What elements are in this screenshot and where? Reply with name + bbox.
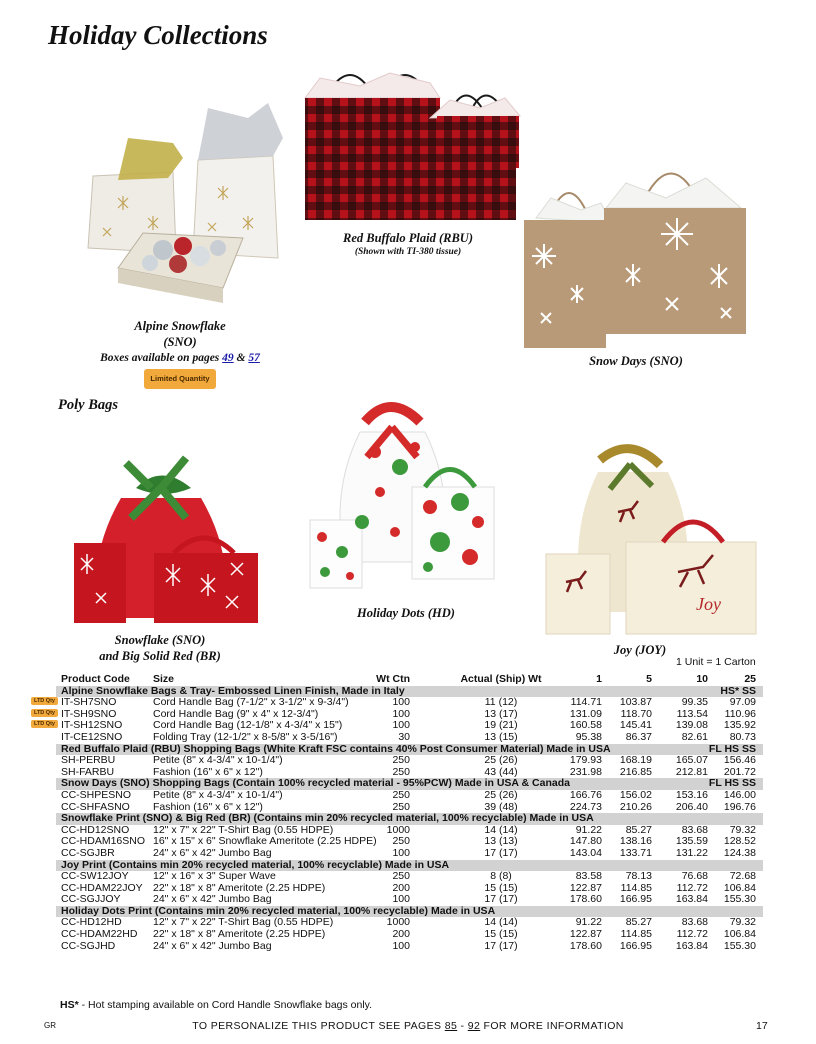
cell-price-25: 72.68 bbox=[729, 870, 756, 883]
cell-ship-wt: 15 (15) bbox=[484, 881, 518, 894]
cell-ship-wt: 15 (15) bbox=[484, 928, 518, 941]
header-qty-5: 5 bbox=[646, 673, 652, 685]
cell-ship-wt: 13 (17) bbox=[484, 707, 518, 720]
cell-ship-wt: 8 (8) bbox=[490, 870, 512, 883]
cell-price-10: 153.16 bbox=[675, 788, 708, 801]
cell-size: Fashion (16" x 6" x 12") bbox=[153, 765, 263, 778]
cell-price-5: 86.37 bbox=[625, 730, 652, 743]
limited-quantity-badge: Limited Quantity bbox=[144, 369, 215, 389]
cell-price-1: 147.80 bbox=[569, 835, 602, 848]
cell-product-code: SH-FARBU bbox=[61, 765, 115, 778]
cell-price-5: 118.70 bbox=[620, 707, 652, 720]
cell-wt-ctn: 250 bbox=[392, 800, 410, 813]
buffalo-name: Red Buffalo Plaid (RBU) bbox=[343, 231, 473, 245]
cell-price-10: 163.84 bbox=[675, 939, 708, 952]
cell-price-25: 106.84 bbox=[723, 928, 756, 941]
cell-ship-wt: 43 (44) bbox=[484, 765, 518, 778]
cell-wt-ctn: 100 bbox=[392, 893, 410, 906]
cell-wt-ctn: 100 bbox=[392, 719, 410, 732]
ltd-qty-badge: LTD Qty bbox=[31, 697, 58, 705]
joy-bag-lettering: Joy bbox=[696, 594, 721, 614]
cell-wt-ctn: 100 bbox=[392, 939, 410, 952]
cell-price-10: 135.59 bbox=[675, 835, 708, 848]
cell-size: 12" x 7" x 22" T-Shirt Bag (0.55 HDPE) bbox=[153, 823, 334, 836]
table-row bbox=[56, 941, 763, 953]
cell-product-code: CC-HD12SNO bbox=[61, 823, 130, 836]
cell-wt-ctn: 200 bbox=[392, 928, 410, 941]
cell-price-10: 76.68 bbox=[681, 870, 708, 883]
cell-size: Petite (8" x 4-3/4" x 10-1/4") bbox=[153, 754, 283, 767]
cell-wt-ctn: 250 bbox=[392, 835, 410, 848]
snowflake-poly-line2: and Big Solid Red (BR) bbox=[99, 649, 221, 663]
cell-price-5: 210.26 bbox=[619, 800, 652, 813]
section-flags: HS* SS bbox=[720, 684, 756, 697]
cell-price-1: 178.60 bbox=[569, 893, 602, 906]
cell-wt-ctn: 30 bbox=[398, 730, 410, 743]
cell-price-1: 179.93 bbox=[569, 754, 602, 767]
section-title: Snow Days (SNO) Shopping Bags (Contain 100% recycled material - 95%PCW) Made in USA & Canada bbox=[61, 777, 570, 790]
cell-product-code: CC-SHPESNO bbox=[61, 788, 132, 801]
cell-price-1: 122.87 bbox=[569, 928, 602, 941]
cell-price-1: 122.87 bbox=[569, 881, 602, 894]
holiday-dots-caption bbox=[336, 605, 476, 621]
cell-price-10: 163.84 bbox=[675, 893, 708, 906]
ltd-qty-badge: LTD Qty bbox=[31, 720, 58, 728]
cell-ship-wt: 14 (14) bbox=[484, 916, 518, 929]
cell-price-25: 106.84 bbox=[723, 881, 756, 894]
page-title: Holiday Collections bbox=[48, 20, 268, 50]
cell-price-5: 138.16 bbox=[619, 835, 652, 848]
table-section-row bbox=[56, 813, 763, 825]
page-number: 17 bbox=[756, 1020, 768, 1032]
cell-wt-ctn: 100 bbox=[392, 707, 410, 720]
cell-size: Folding Tray (12-1/2" x 8-5/8" x 3-5/16") bbox=[153, 730, 338, 743]
cell-price-25: 80.73 bbox=[729, 730, 756, 743]
footnote bbox=[60, 999, 372, 1011]
cell-size: Petite (8" x 4-3/4" x 10-1/4") bbox=[153, 788, 283, 801]
alpine-page-link-a[interactable]: 49 bbox=[222, 352, 234, 364]
alpine-boxes-prefix: Boxes available on pages bbox=[100, 352, 220, 364]
cell-price-10: 131.22 bbox=[675, 846, 708, 859]
cell-price-5: 103.87 bbox=[619, 696, 652, 709]
cell-price-25: 201.72 bbox=[723, 765, 756, 778]
cell-price-1: 95.38 bbox=[575, 730, 602, 743]
cell-product-code: CC-SGJHD bbox=[61, 939, 116, 952]
cell-wt-ctn: 250 bbox=[392, 754, 410, 767]
cell-product-code: CC-HDAM22JOY bbox=[61, 881, 143, 894]
cell-price-5: 166.95 bbox=[619, 893, 652, 906]
cell-wt-ctn: 1000 bbox=[386, 823, 410, 836]
cell-product-code: CC-HDAM16SNO bbox=[61, 835, 146, 848]
snow-days-caption bbox=[576, 353, 696, 369]
footer-code: GR bbox=[44, 1021, 56, 1030]
table-header-row bbox=[56, 674, 763, 686]
section-title: Holiday Dots Print (Contains min 20% recycled material, 100% recyclable) Made in USA bbox=[61, 904, 496, 917]
poly-bags-heading: Poly Bags bbox=[58, 397, 119, 413]
cell-price-10: 212.81 bbox=[675, 765, 708, 778]
cell-price-1: 91.22 bbox=[575, 823, 602, 836]
snow-days-name: Snow Days (SNO) bbox=[589, 354, 683, 368]
alpine-amp: & bbox=[236, 352, 246, 364]
alpine-page-link-b[interactable]: 57 bbox=[248, 352, 260, 364]
cell-product-code: CC-SGJJOY bbox=[61, 893, 121, 906]
cell-product-code: CC-SHFASNO bbox=[61, 800, 130, 813]
section-title: Snowflake Print (SNO) & Big Red (BR) (Contains min 20% recycled material, 100% recyclable) Made in USA bbox=[61, 812, 594, 825]
cell-price-10: 82.61 bbox=[681, 730, 708, 743]
cell-price-25: 155.30 bbox=[723, 939, 756, 952]
buffalo-plaid-photo bbox=[300, 58, 525, 226]
unit-note: 1 Unit = 1 Carton bbox=[676, 656, 756, 668]
header-qty-1: 1 bbox=[596, 673, 602, 685]
cell-price-25: 128.52 bbox=[723, 835, 756, 848]
cell-price-10: 165.07 bbox=[675, 754, 708, 767]
cell-price-25: 156.46 bbox=[723, 754, 756, 767]
cell-wt-ctn: 250 bbox=[392, 788, 410, 801]
cell-price-10: 99.35 bbox=[681, 696, 708, 709]
cell-ship-wt: 39 (48) bbox=[484, 800, 518, 813]
section-flags: FL HS SS bbox=[708, 742, 756, 755]
cell-price-25: 110.96 bbox=[724, 707, 756, 720]
joy-photo bbox=[538, 432, 764, 640]
cell-price-5: 85.27 bbox=[625, 823, 652, 836]
cell-price-10: 139.08 bbox=[675, 719, 708, 732]
alpine-caption bbox=[80, 318, 280, 389]
joy-name: Joy (JOY) bbox=[613, 643, 667, 657]
table-row bbox=[56, 871, 763, 883]
cell-price-5: 145.41 bbox=[619, 719, 652, 732]
cell-ship-wt: 13 (15) bbox=[484, 730, 518, 743]
table-row bbox=[56, 790, 763, 802]
cell-wt-ctn: 250 bbox=[392, 870, 410, 883]
alpine-boxes-note bbox=[80, 350, 280, 366]
cell-wt-ctn: 1000 bbox=[386, 916, 410, 929]
cell-ship-wt: 11 (12) bbox=[484, 696, 518, 709]
footer-text-before: TO PERSONALIZE THIS PRODUCT SEE PAGES bbox=[192, 1020, 445, 1032]
table-row bbox=[56, 755, 763, 767]
cell-price-1: 160.58 bbox=[569, 719, 602, 732]
snowflake-poly-photo bbox=[66, 428, 264, 630]
holiday-dots-photo bbox=[300, 392, 500, 594]
cell-ship-wt: 14 (14) bbox=[484, 823, 518, 836]
cell-size: 24" x 6" x 42" Jumbo Bag bbox=[153, 939, 272, 952]
cell-price-5: 114.85 bbox=[620, 928, 652, 941]
cell-price-5: 133.71 bbox=[619, 846, 652, 859]
header-ship-wt: Actual (Ship) Wt bbox=[460, 673, 542, 685]
cell-price-1: 131.09 bbox=[569, 707, 602, 720]
cell-price-1: 178.60 bbox=[569, 939, 602, 952]
header-qty-25: 25 bbox=[744, 673, 756, 685]
page-footer bbox=[0, 1020, 816, 1034]
cell-price-5: 166.95 bbox=[619, 939, 652, 952]
header-wt-ctn: Wt Ctn bbox=[376, 673, 410, 685]
section-title: Alpine Snowflake Bags & Tray- Embossed Linen Finish, Made in Italy bbox=[61, 684, 405, 697]
cell-ship-wt: 25 (26) bbox=[484, 754, 518, 767]
cell-wt-ctn: 100 bbox=[392, 696, 410, 709]
cell-size: 22" x 18" x 8" Ameritote (2.25 HDPE) bbox=[153, 881, 326, 894]
holiday-dots-name: Holiday Dots (HD) bbox=[357, 606, 455, 620]
alpine-code: (SNO) bbox=[163, 335, 197, 349]
header-size: Size bbox=[153, 673, 175, 685]
section-title: Joy Print (Contains min 20% recycled material, 100% recyclable) Made in USA bbox=[61, 858, 450, 871]
cell-size: Cord Handle Bag (12-1/8" x 4-3/4" x 15") bbox=[153, 719, 343, 732]
buffalo-tissue-note: (Shown with TI-380 tissue) bbox=[354, 247, 462, 257]
section-flags: FL HS SS bbox=[708, 777, 756, 790]
cell-price-5: 85.27 bbox=[625, 916, 652, 929]
header-product-code: Product Code bbox=[61, 673, 130, 685]
cell-price-25: 196.76 bbox=[723, 800, 756, 813]
cell-product-code: IT-SH9SNO bbox=[61, 707, 117, 720]
cell-price-1: 91.22 bbox=[575, 916, 602, 929]
cell-product-code: CC-HD12HD bbox=[61, 916, 122, 929]
cell-ship-wt: 17 (17) bbox=[484, 846, 518, 859]
cell-price-5: 78.13 bbox=[625, 870, 652, 883]
cell-price-25: 79.32 bbox=[729, 823, 756, 836]
footer-personalize-note bbox=[0, 1020, 816, 1032]
footnote-mark: HS* bbox=[60, 999, 79, 1011]
cell-price-10: 206.40 bbox=[675, 800, 708, 813]
cell-size: Cord Handle Bag (9" x 4" x 12-3/4") bbox=[153, 707, 319, 720]
cell-product-code: IT-CE12SNO bbox=[61, 730, 123, 743]
cell-price-10: 112.72 bbox=[676, 928, 708, 941]
cell-price-1: 83.58 bbox=[575, 870, 602, 883]
joy-caption bbox=[592, 642, 688, 658]
cell-size: 22" x 18" x 8" Ameritote (2.25 HDPE) bbox=[153, 928, 326, 941]
cell-price-1: 114.71 bbox=[570, 696, 602, 709]
cell-price-5: 114.85 bbox=[620, 881, 652, 894]
alpine-snowflake-photo bbox=[58, 98, 298, 310]
cell-product-code: IT-SH7SNO bbox=[61, 696, 117, 709]
buffalo-caption bbox=[310, 230, 506, 258]
cell-price-5: 216.85 bbox=[619, 765, 652, 778]
cell-price-10: 113.54 bbox=[676, 707, 708, 720]
table-row bbox=[56, 732, 763, 744]
cell-size: 12" x 16" x 3" Super Wave bbox=[153, 870, 276, 883]
cell-size: 24" x 6" x 42" Jumbo Bag bbox=[153, 893, 272, 906]
cell-price-1: 143.04 bbox=[569, 846, 602, 859]
cell-product-code: CC-SGJBR bbox=[61, 846, 115, 859]
cell-price-1: 231.98 bbox=[569, 765, 602, 778]
cell-ship-wt: 19 (21) bbox=[484, 719, 518, 732]
snowflake-poly-caption bbox=[70, 632, 250, 664]
footer-page-link-a[interactable]: 85 bbox=[444, 1020, 458, 1032]
cell-price-25: 155.30 bbox=[723, 893, 756, 906]
cell-price-25: 135.92 bbox=[723, 719, 756, 732]
cell-wt-ctn: 200 bbox=[392, 881, 410, 894]
cell-ship-wt: 17 (17) bbox=[484, 893, 518, 906]
cell-price-5: 168.19 bbox=[619, 754, 652, 767]
cell-price-5: 156.02 bbox=[619, 788, 652, 801]
cell-price-10: 83.68 bbox=[681, 916, 708, 929]
cell-size: 24" x 6" x 42" Jumbo Bag bbox=[153, 846, 272, 859]
cell-price-1: 166.76 bbox=[569, 788, 602, 801]
cell-size: 12" x 7" x 22" T-Shirt Bag (0.55 HDPE) bbox=[153, 916, 334, 929]
cell-price-25: 97.09 bbox=[729, 696, 756, 709]
cell-size: Cord Handle Bag (7-1/2" x 3-1/2" x 9-3/4") bbox=[153, 696, 349, 709]
cell-ship-wt: 17 (17) bbox=[484, 939, 518, 952]
header-qty-10: 10 bbox=[696, 673, 708, 685]
table-row bbox=[56, 848, 763, 860]
footer-text-after: FOR MORE INFORMATION bbox=[480, 1020, 624, 1032]
cell-product-code: CC-SW12JOY bbox=[61, 870, 129, 883]
footer-dash: - bbox=[457, 1020, 468, 1032]
cell-product-code: IT-SH12SNO bbox=[61, 719, 123, 732]
snowflake-poly-line1: Snowflake (SNO) bbox=[114, 633, 206, 647]
section-title: Red Buffalo Plaid (RBU) Shopping Bags (White Kraft FSC contains 40% Post Consumer Material) Made in USA bbox=[61, 742, 611, 755]
cell-product-code: CC-HDAM22HD bbox=[61, 928, 138, 941]
cell-price-25: 124.38 bbox=[723, 846, 756, 859]
alpine-name: Alpine Snowflake bbox=[134, 319, 226, 333]
cell-wt-ctn: 250 bbox=[392, 765, 410, 778]
cell-size: Fashion (16" x 6" x 12") bbox=[153, 800, 263, 813]
ltd-qty-badge: LTD Qty bbox=[31, 709, 58, 717]
snow-days-photo bbox=[516, 168, 754, 350]
cell-price-25: 79.32 bbox=[729, 916, 756, 929]
table-row bbox=[56, 929, 763, 941]
table-body bbox=[34, 684, 763, 953]
price-table bbox=[34, 673, 763, 952]
cell-price-10: 112.72 bbox=[676, 881, 708, 894]
cell-size: 16" x 15" x 6" Snowflake Ameritote (2.25 HDPE) bbox=[153, 835, 377, 848]
cell-price-10: 83.68 bbox=[681, 823, 708, 836]
cell-ship-wt: 13 (13) bbox=[484, 835, 518, 848]
footnote-text: - Hot stamping available on Cord Handle Snowflake bags only. bbox=[78, 999, 373, 1011]
cell-ship-wt: 25 (26) bbox=[484, 788, 518, 801]
cell-price-1: 224.73 bbox=[569, 800, 602, 813]
footer-page-link-b[interactable]: 92 bbox=[467, 1020, 481, 1032]
cell-wt-ctn: 100 bbox=[392, 846, 410, 859]
cell-product-code: SH-PERBU bbox=[61, 754, 116, 767]
cell-price-25: 146.00 bbox=[723, 788, 756, 801]
